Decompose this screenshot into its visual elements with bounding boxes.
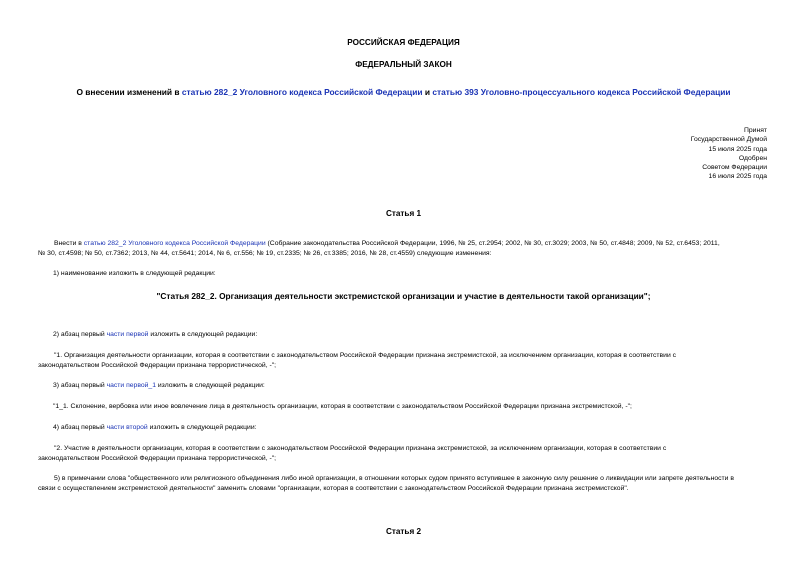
title-link-393[interactable]: статью 393 Уголовно-процессуального кодекса Российской Федерации	[432, 87, 731, 97]
article-1-intro: Внести в статью 282_2 Уголовного кодекса Российской Федерации (Собрание законодательства Российской Федерации, 1996, № 25, ст.2954; 2002, № 30, ст.3029; 2003, № 50, ст.4848; 2009, № 52, ст.6453; 2011, № 30, ст.4598; № 50, ст.7362; 2013, № 44, ст.5641; 2014, № 6, ст.556; № 19, ст.2335; № 26, ст.3385; 2016, № 28, ст.4559) следующие изменения:	[38, 240, 720, 257]
item-4-quote: "2. Участие в деятельности организации, которая в соответствии с законодательством Российской Федерации признана экстремистской, за исключением организации, которая в соответствии с законодательством Российской Федерации признана террористической, -";	[38, 445, 667, 462]
link-part-two[interactable]: части второй	[106, 424, 148, 431]
title-prefix: О внесении изменений в	[76, 87, 182, 97]
item-3-quote: "1_1. Склонение, вербовка или иное вовлечение лица в деятельность организации, которая в соответствии с законодательством Российской Федерации признана экстремистской, -";	[53, 403, 632, 410]
approved-date: 16 июля 2025 года	[708, 173, 767, 181]
adopted-label: Принят	[743, 127, 767, 134]
article-2-heading: Статья 2	[385, 527, 422, 536]
adopted-date: 15 июля 2025 года	[708, 145, 767, 153]
approved-by: Советом Федерации	[702, 164, 767, 172]
approved-label: Одобрен	[738, 154, 767, 162]
item-5: 5) в примечании слова "общественного или религиозного объединения либо иной организации, в отношении которых судом принято вступившее в законную силу решение о ликвидации или запрете деятельности в связи с осуществлением экстремистской деятельности" заменить словами "организации, которая в соответствии с законодательством Российской Федерации признана экстремистской".	[38, 475, 734, 492]
item-1-quote: "Статья 282_2. Организация деятельности экстремистской организации и участие в деятельности такой организации";	[156, 291, 651, 301]
law-title	[0, 87, 807, 98]
item-2: 2) абзац первый части первой изложить в следующей редакции:	[53, 331, 258, 338]
title-middle: и	[422, 87, 433, 97]
title-link-282-2[interactable]: статью 282_2 Уголовного кодекса Российской Федерации	[181, 87, 423, 97]
link-part-one-1[interactable]: части первой_1	[106, 382, 156, 389]
adopted-by: Государственной Думой	[690, 136, 767, 144]
article-1-heading: Статья 1	[385, 209, 422, 218]
item-4: 4) абзац первый части второй изложить в следующей редакции:	[53, 424, 257, 431]
item-3: 3) абзац первый части первой_1 изложить в следующей редакции:	[53, 382, 265, 389]
law-type-heading: ФЕДЕРАЛЬНЫЙ ЗАКОН	[355, 60, 452, 69]
item-1: 1) наименование изложить в следующей редакции:	[53, 270, 216, 277]
intro-link-282-2[interactable]: статью 282_2 Уголовного кодекса Российской Федерации	[83, 240, 266, 247]
federation-heading: РОССИЙСКАЯ ФЕДЕРАЦИЯ	[347, 38, 460, 47]
link-part-one[interactable]: части первой	[106, 331, 149, 338]
item-2-quote: "1. Организация деятельности организации, которая в соответствии с законодательством Российской Федерации признана экстремистской, за исключением организации, которая в соответствии с законодательством Российской Федерации признана террористической, -";	[38, 352, 677, 369]
adoption-block	[691, 126, 767, 182]
